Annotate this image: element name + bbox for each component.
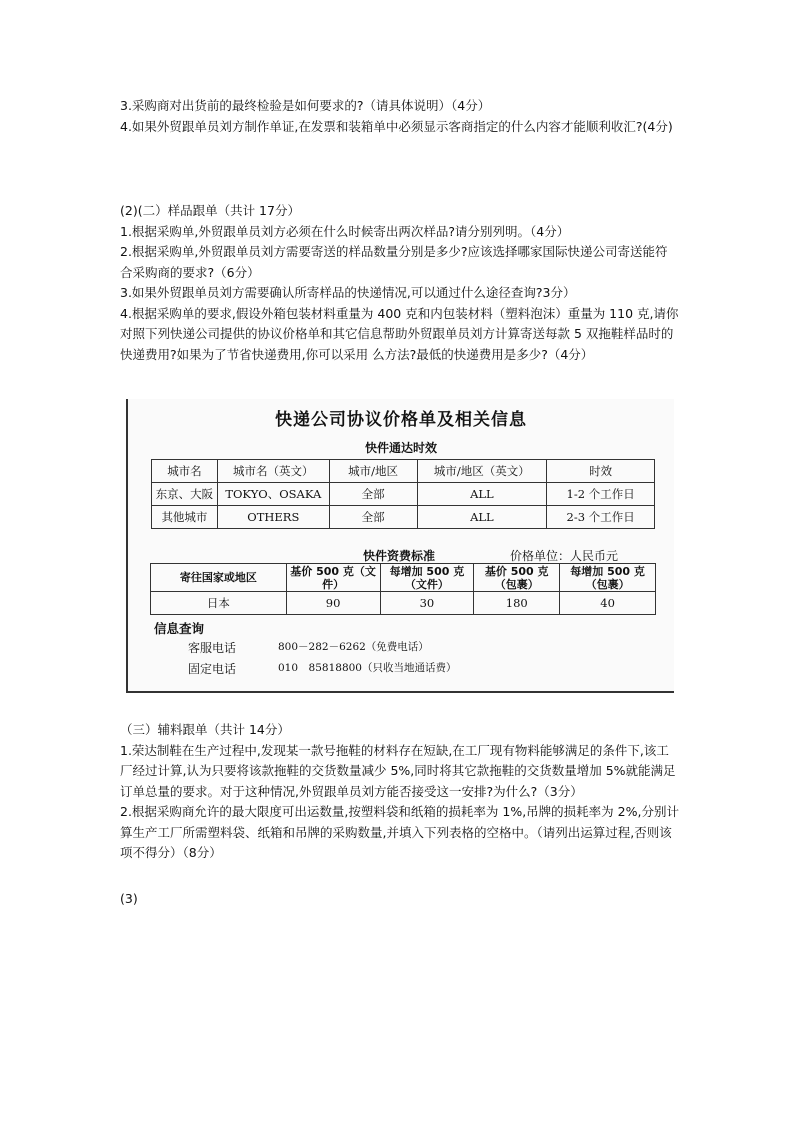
- table-row: [152, 506, 655, 529]
- table-row: [151, 592, 656, 615]
- question-line: 1.荣达制鞋在生产过程中,发现某一款号拖鞋的材料存在短缺,在工厂现有物料能够满足的条件下,该工厂经过计算,认为只要将该款拖鞋的交货数量减少 5%,同时将其它款拖鞋的交货数量增加 5%就能满足订单总量的要求。对于这种情况,外贸跟单员刘方能否接受这一安排?为什么?（3分）: [120, 742, 676, 799]
- header-cell: 时效: [547, 460, 655, 483]
- rate-table: [150, 563, 656, 615]
- table-header-row: [151, 564, 656, 592]
- question-line: 3.如果外贸跟单员刘方需要确认所寄样品的快递情况,可以通过什么途径查询?3分）: [120, 285, 576, 300]
- section-sample-followup: [120, 201, 680, 365]
- delivery-time-table: [151, 459, 655, 529]
- header-cell: 寄往国家或地区: [151, 564, 287, 592]
- courier-price-sheet-image: [126, 399, 674, 693]
- section-heading: (2)(二）样品跟单（共计 17分）: [120, 203, 300, 218]
- section-number: (3): [120, 891, 138, 906]
- question-line: 2.根据采购商允许的最大限度可出运数量,按塑料袋和纸箱的损耗率为 1%,吊牌的损耗率为 2%,分别计算生产工厂所需塑料袋、纸箱和吊牌的采购数量,并填入下列表格的空格中。（请列出运算过程,否则该项不得分）（8分）: [120, 804, 679, 860]
- header-cell: 每增加 500 克（文件）: [380, 564, 474, 592]
- table-cell: 东京、大阪: [152, 483, 218, 506]
- header-cell: 城市/地区: [329, 460, 417, 483]
- price-unit-note: 价格单位：人民币元: [510, 549, 619, 563]
- table-cell: 2-3 个工作日: [547, 506, 655, 529]
- service-phone-label: 客服电话: [188, 641, 237, 655]
- table-cell: ALL: [417, 506, 547, 529]
- table-cell: ALL: [417, 483, 547, 506]
- header-cell: 基价 500 克（包裹）: [474, 564, 560, 592]
- table-cell: 全部: [329, 483, 417, 506]
- header-cell: 每增加 500 克（包裹）: [560, 564, 656, 592]
- table-header-row: [152, 460, 655, 483]
- table-cell: 180: [474, 592, 560, 615]
- table-cell: 全部: [329, 506, 417, 529]
- figure-title: 快递公司协议价格单及相关信息: [275, 410, 527, 430]
- header-cell: 城市名（英文）: [217, 460, 329, 483]
- table-cell: TOKYO、OSAKA: [217, 483, 329, 506]
- header-cell: 城市名: [152, 460, 218, 483]
- info-query-title: 信息查询: [154, 621, 205, 636]
- question-block-1: [120, 96, 680, 137]
- question-line: 1.根据采购单,外贸跟单员刘方必须在什么时候寄出两次样品?请分别列明。（4分）: [120, 223, 570, 239]
- table-cell: 日本: [151, 592, 287, 615]
- section-3-marker: [120, 889, 680, 910]
- service-phone-value: 800－282－6262（免费电话）: [278, 641, 429, 653]
- table-row: [152, 483, 655, 506]
- table-cell: 1-2 个工作日: [547, 483, 655, 506]
- question-line: 3.采购商对出货前的最终检验是如何要求的?（请具体说明）（4分）: [120, 98, 491, 113]
- section-accessory-followup: [120, 720, 680, 864]
- header-cell: 城市/地区（英文）: [417, 460, 547, 483]
- question-line: 2.根据采购单,外贸跟单员刘方需要寄送的样品数量分别是多少?应该选择哪家国际快递公司寄送能符合采购商的要求?（6分）: [120, 244, 668, 280]
- table-cell: 其他城市: [152, 506, 218, 529]
- table-cell: 30: [380, 592, 474, 615]
- fixed-phone-label: 固定电话: [188, 662, 237, 676]
- table-cell: 90: [286, 592, 380, 615]
- table-cell: OTHERS: [217, 506, 329, 529]
- table-cell: 40: [560, 592, 656, 615]
- question-line: 4.如果外贸跟单员刘方制作单证,在发票和装箱单中必须显示客商指定的什么内容才能顺利收汇?(4分): [120, 118, 673, 134]
- section-heading: （三）辅料跟单（共计 14分）: [120, 722, 290, 737]
- question-line: 4.根据采购单的要求,假设外箱包装材料重量为 400 克和内包装材料（塑料泡沫）重量为 110 克,请你对照下列快递公司提供的协议价格单和其它信息帮助外贸跟单员刘方计算寄送每款 5 双拖鞋样品时的快递费用?如果为了节省快递费用,你可以采用 么方法?最低的快递费用是多少?（4分）: [120, 305, 679, 362]
- header-cell: 基价 500 克（文件）: [286, 564, 380, 592]
- delivery-time-caption: 快件通达时效: [364, 441, 437, 455]
- fixed-phone-value: 010 85818800（只收当地通话费）: [278, 662, 457, 674]
- rate-table-caption: 快件资费标准: [363, 549, 436, 563]
